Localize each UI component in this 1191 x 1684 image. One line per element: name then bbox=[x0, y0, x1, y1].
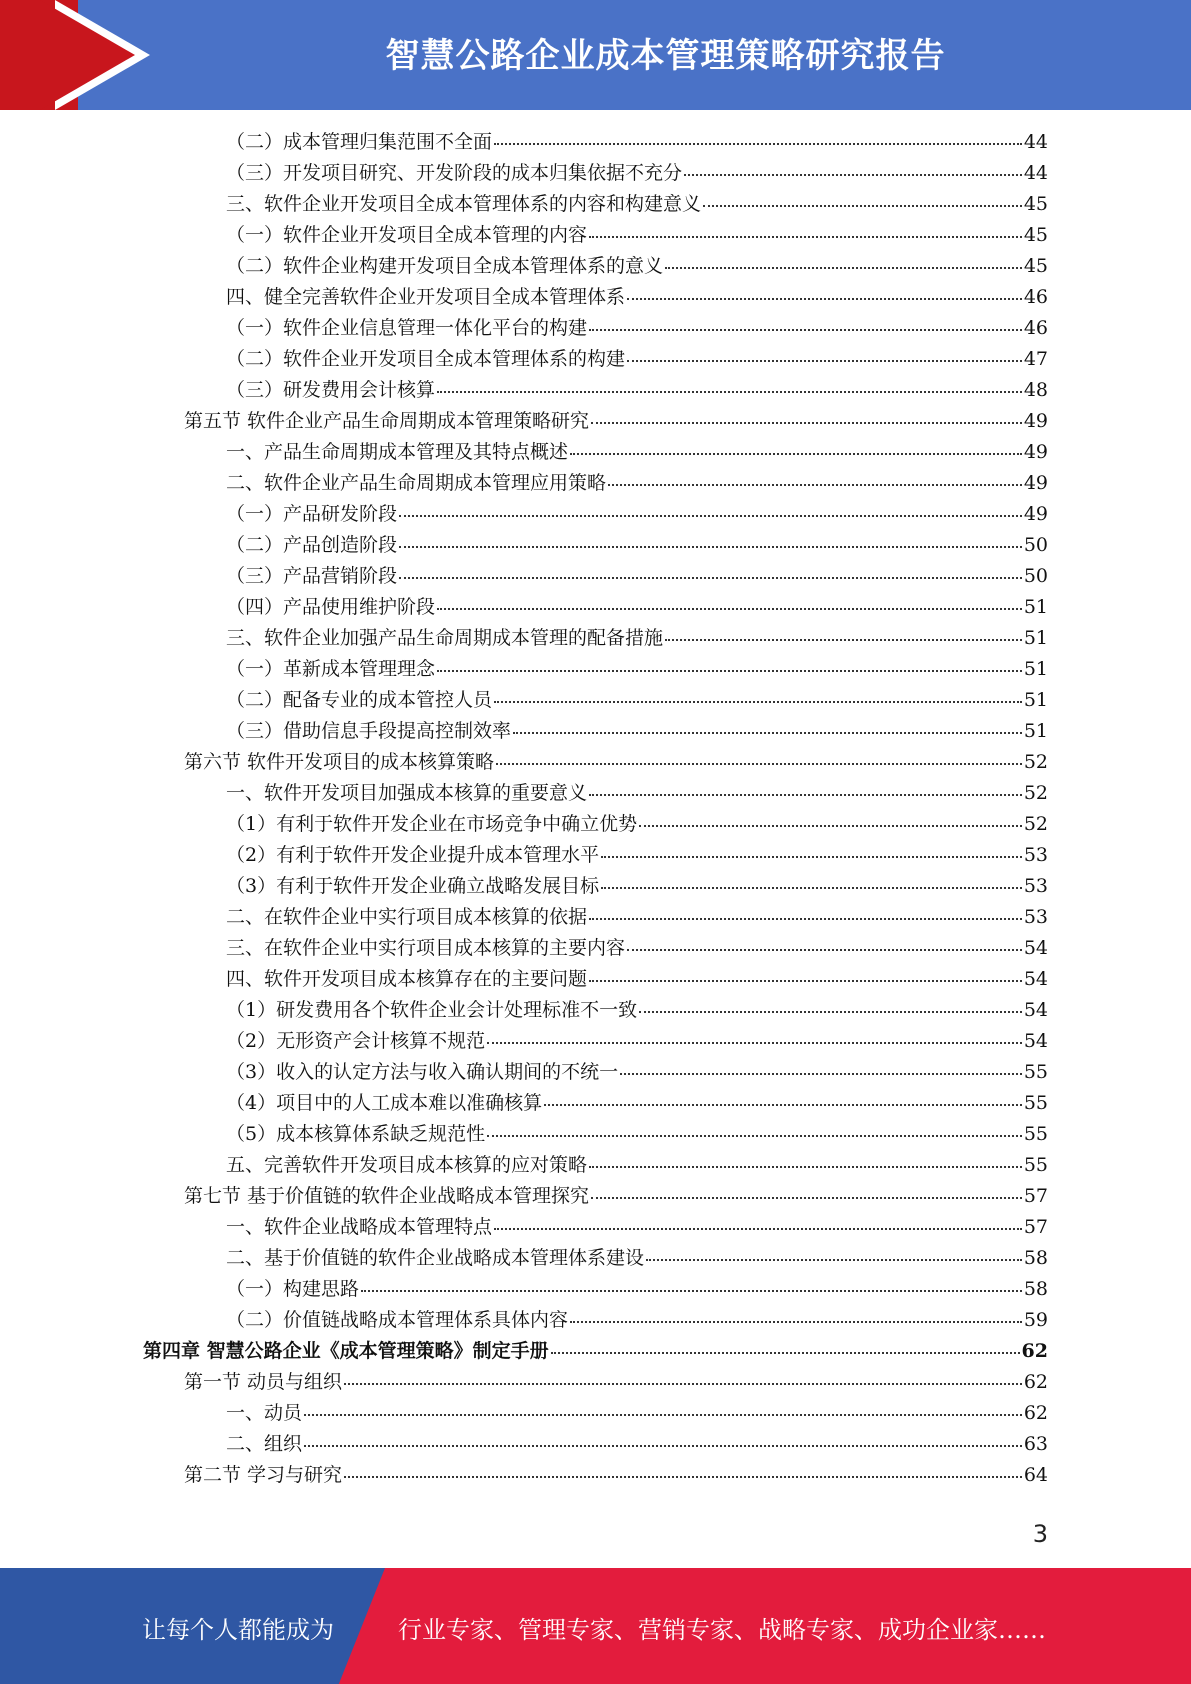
toc-entry[interactable] bbox=[226, 282, 1048, 313]
toc-entry[interactable] bbox=[226, 1088, 1048, 1119]
toc-entry-page: 58 bbox=[1023, 1278, 1048, 1300]
toc-dot-leader bbox=[703, 205, 1022, 207]
toc-entry-page: 62 bbox=[1023, 1371, 1048, 1393]
toc-dot-leader bbox=[620, 1073, 1022, 1075]
toc-dot-leader bbox=[665, 639, 1022, 641]
toc-entry-page: 62 bbox=[1021, 1340, 1048, 1362]
toc-dot-leader bbox=[589, 236, 1022, 238]
toc-entry-page: 44 bbox=[1023, 162, 1048, 184]
toc-entry-label: 三、在软件企业中实行项目成本核算的主要内容 bbox=[226, 937, 626, 959]
toc-dot-leader bbox=[591, 1197, 1022, 1199]
toc-entry[interactable] bbox=[226, 840, 1048, 871]
toc-entry[interactable] bbox=[184, 747, 1048, 778]
toc-entry-page: 52 bbox=[1023, 751, 1048, 773]
toc-entry-label: （一）构建思路 bbox=[226, 1278, 360, 1300]
page-footer bbox=[0, 1568, 1191, 1684]
toc-entry-page: 46 bbox=[1023, 317, 1048, 339]
toc-entry[interactable] bbox=[226, 1119, 1048, 1150]
toc-dot-leader bbox=[639, 1011, 1022, 1013]
toc-entry[interactable] bbox=[226, 995, 1048, 1026]
toc-entry-label: 一、软件企业战略成本管理特点 bbox=[226, 1216, 493, 1238]
toc-entry[interactable] bbox=[226, 1243, 1048, 1274]
header-chevron-red bbox=[40, 0, 135, 110]
toc-entry-label: （2）有利于软件开发企业提升成本管理水平 bbox=[226, 844, 600, 866]
toc-dot-leader bbox=[399, 577, 1022, 579]
toc-entry-label: （3）有利于软件开发企业确立战略发展目标 bbox=[226, 875, 600, 897]
toc-dot-leader bbox=[399, 546, 1022, 548]
toc-entry-page: 54 bbox=[1023, 1030, 1048, 1052]
toc-entry-page: 48 bbox=[1023, 379, 1048, 401]
toc-entry-label: （一）软件企业信息管理一体化平台的构建 bbox=[226, 317, 588, 339]
toc-entry-label: 第四章 智慧公路企业《成本管理策略》制定手册 bbox=[143, 1340, 549, 1362]
toc-entry-page: 45 bbox=[1023, 193, 1048, 215]
toc-entry-page: 63 bbox=[1023, 1433, 1048, 1455]
toc-entry[interactable] bbox=[226, 344, 1048, 375]
toc-dot-leader bbox=[589, 918, 1022, 920]
toc-entry-page: 51 bbox=[1023, 720, 1048, 742]
toc-entry[interactable] bbox=[226, 1057, 1048, 1088]
toc-entry-label: （三）借助信息手段提高控制效率 bbox=[226, 720, 512, 742]
toc-entry-page: 51 bbox=[1023, 627, 1048, 649]
toc-entry[interactable] bbox=[226, 654, 1048, 685]
toc-entry[interactable] bbox=[226, 313, 1048, 344]
toc-entry[interactable] bbox=[184, 1460, 1048, 1491]
toc-entry[interactable] bbox=[226, 468, 1048, 499]
toc-entry-page: 55 bbox=[1023, 1092, 1048, 1114]
toc-entry-label: 一、软件开发项目加强成本核算的重要意义 bbox=[226, 782, 588, 804]
toc-entry-label: 第七节 基于价值链的软件企业战略成本管理探究 bbox=[184, 1185, 590, 1207]
toc-dot-leader bbox=[494, 1228, 1022, 1230]
toc-dot-leader bbox=[437, 670, 1022, 672]
toc-entry-page: 57 bbox=[1023, 1216, 1048, 1238]
toc-dot-leader bbox=[589, 1166, 1022, 1168]
toc-dot-leader bbox=[627, 298, 1022, 300]
toc-entry[interactable] bbox=[226, 964, 1048, 995]
toc-dot-leader bbox=[570, 453, 1022, 455]
toc-entry[interactable] bbox=[184, 406, 1048, 437]
toc-entry-label: （3）收入的认定方法与收入确认期间的不统一 bbox=[226, 1061, 619, 1083]
toc-entry[interactable] bbox=[226, 902, 1048, 933]
toc-entry[interactable] bbox=[226, 127, 1048, 158]
toc-entry-label: 四、健全完善软件企业开发项目全成本管理体系 bbox=[226, 286, 626, 308]
toc-entry-label: （二）软件企业构建开发项目全成本管理体系的意义 bbox=[226, 255, 664, 277]
toc-entry[interactable] bbox=[226, 158, 1048, 189]
toc-entry-page: 55 bbox=[1023, 1154, 1048, 1176]
toc-dot-leader bbox=[494, 143, 1022, 145]
toc-entry-page: 51 bbox=[1023, 596, 1048, 618]
toc-entry-page: 62 bbox=[1023, 1402, 1048, 1424]
toc-dot-leader bbox=[570, 1321, 1022, 1323]
toc-entry-page: 54 bbox=[1023, 999, 1048, 1021]
toc-entry[interactable] bbox=[143, 1336, 1048, 1367]
toc-dot-leader bbox=[665, 267, 1022, 269]
toc-dot-leader bbox=[589, 980, 1022, 982]
toc-entry-label: 二、基于价值链的软件企业战略成本管理体系建设 bbox=[226, 1247, 645, 1269]
toc-entry[interactable] bbox=[226, 778, 1048, 809]
toc-entry[interactable] bbox=[226, 437, 1048, 468]
toc-entry-page: 44 bbox=[1023, 131, 1048, 153]
toc-entry-page: 57 bbox=[1023, 1185, 1048, 1207]
toc-entry-label: 第五节 软件企业产品生命周期成本管理策略研究 bbox=[184, 410, 590, 432]
toc-entry-label: （三）研发费用会计核算 bbox=[226, 379, 436, 401]
toc-entry[interactable] bbox=[226, 592, 1048, 623]
toc-entry[interactable] bbox=[226, 189, 1048, 220]
toc-entry-page: 49 bbox=[1023, 472, 1048, 494]
toc-entry-page: 53 bbox=[1023, 906, 1048, 928]
toc-entry[interactable] bbox=[226, 1026, 1048, 1057]
toc-entry-page: 59 bbox=[1023, 1309, 1048, 1331]
toc-entry-page: 54 bbox=[1023, 937, 1048, 959]
toc-dot-leader bbox=[589, 329, 1022, 331]
toc-entry-label: （三）产品营销阶段 bbox=[226, 565, 398, 587]
toc-entry-label: （二）成本管理归集范围不全面 bbox=[226, 131, 493, 153]
toc-dot-leader bbox=[608, 484, 1022, 486]
toc-entry[interactable] bbox=[226, 809, 1048, 840]
toc-entry[interactable] bbox=[184, 1181, 1048, 1212]
toc-entry[interactable] bbox=[226, 220, 1048, 251]
toc-entry[interactable] bbox=[226, 1305, 1048, 1336]
toc-entry-page: 55 bbox=[1023, 1061, 1048, 1083]
toc-entry-label: 四、软件开发项目成本核算存在的主要问题 bbox=[226, 968, 588, 990]
toc-entry-page: 58 bbox=[1023, 1247, 1048, 1269]
toc-entry-label: 二、软件企业产品生命周期成本管理应用策略 bbox=[226, 472, 607, 494]
toc-dot-leader bbox=[494, 701, 1022, 703]
toc-dot-leader bbox=[487, 1135, 1022, 1137]
toc-entry-label: （二）软件企业开发项目全成本管理体系的构建 bbox=[226, 348, 626, 370]
toc-entry-label: 二、在软件企业中实行项目成本核算的依据 bbox=[226, 906, 588, 928]
toc-entry-label: （四）产品使用维护阶段 bbox=[226, 596, 436, 618]
toc-entry[interactable] bbox=[226, 716, 1048, 747]
toc-entry-label: （2）无形资产会计核算不规范 bbox=[226, 1030, 486, 1052]
toc-entry[interactable] bbox=[226, 1398, 1048, 1429]
page-header bbox=[0, 0, 1191, 110]
toc-dot-leader bbox=[399, 515, 1022, 517]
toc-entry[interactable] bbox=[226, 1150, 1048, 1181]
toc-dot-leader bbox=[304, 1445, 1022, 1447]
toc-entry-label: （4）项目中的人工成本难以准确核算 bbox=[226, 1092, 543, 1114]
toc-dot-leader bbox=[304, 1414, 1022, 1416]
toc-entry-label: （一）软件企业开发项目全成本管理的内容 bbox=[226, 224, 588, 246]
toc-dot-leader bbox=[591, 422, 1022, 424]
toc-entry-label: 一、产品生命周期成本管理及其特点概述 bbox=[226, 441, 569, 463]
toc-entry-page: 54 bbox=[1023, 968, 1048, 990]
toc-entry[interactable] bbox=[226, 1429, 1048, 1460]
toc-entry-label: （二）价值链战略成本管理体系具体内容 bbox=[226, 1309, 569, 1331]
toc-entry[interactable] bbox=[226, 685, 1048, 716]
toc-dot-leader bbox=[639, 825, 1022, 827]
toc-entry-label: （1）研发费用各个软件企业会计处理标准不一致 bbox=[226, 999, 638, 1021]
toc-entry-label: 第一节 动员与组织 bbox=[184, 1371, 343, 1393]
toc-entry-label: （1）有利于软件开发企业在市场竞争中确立优势 bbox=[226, 813, 638, 835]
toc-dot-leader bbox=[496, 763, 1022, 765]
toc-dot-leader bbox=[513, 732, 1022, 734]
toc-entry-page: 47 bbox=[1023, 348, 1048, 370]
toc-entry-page: 51 bbox=[1023, 689, 1048, 711]
toc-dot-leader bbox=[684, 174, 1022, 176]
toc-dot-leader bbox=[601, 856, 1022, 858]
toc-dot-leader bbox=[627, 360, 1022, 362]
toc-entry-label: 一、动员 bbox=[226, 1402, 303, 1424]
toc-dot-leader bbox=[344, 1476, 1022, 1478]
toc-entry-page: 49 bbox=[1023, 441, 1048, 463]
toc-dot-leader bbox=[544, 1104, 1022, 1106]
footer-slogan-right: 行业专家、管理专家、营销专家、战略专家、成功企业家…… bbox=[398, 1616, 1046, 1644]
toc-dot-leader bbox=[551, 1352, 1020, 1354]
toc-entry-page: 45 bbox=[1023, 255, 1048, 277]
toc-entry[interactable] bbox=[226, 561, 1048, 592]
toc-entry-page: 55 bbox=[1023, 1123, 1048, 1145]
toc-entry[interactable] bbox=[226, 530, 1048, 561]
toc-entry-label: 三、软件企业开发项目全成本管理体系的内容和构建意义 bbox=[226, 193, 702, 215]
toc-entry[interactable] bbox=[226, 375, 1048, 406]
toc-entry-label: （二）产品创造阶段 bbox=[226, 534, 398, 556]
toc-entry-page: 52 bbox=[1023, 813, 1048, 835]
toc-entry-label: （三）开发项目研究、开发阶段的成本归集依据不充分 bbox=[226, 162, 683, 184]
toc-entry[interactable] bbox=[226, 871, 1048, 902]
toc-entry-page: 52 bbox=[1023, 782, 1048, 804]
toc-entry[interactable] bbox=[226, 1212, 1048, 1243]
toc-entry[interactable] bbox=[226, 1274, 1048, 1305]
toc-entry-page: 46 bbox=[1023, 286, 1048, 308]
toc-entry-page: 49 bbox=[1023, 410, 1048, 432]
toc-entry-label: 第六节 软件开发项目的成本核算策略 bbox=[184, 751, 495, 773]
toc-entry[interactable] bbox=[226, 623, 1048, 654]
footer-slogan-left: 让每个人都能成为 bbox=[142, 1616, 334, 1644]
toc-entry-page: 45 bbox=[1023, 224, 1048, 246]
toc-dot-leader bbox=[487, 1042, 1022, 1044]
toc-entry[interactable] bbox=[226, 251, 1048, 282]
toc-entry-label: （二）配备专业的成本管控人员 bbox=[226, 689, 493, 711]
toc-entry[interactable] bbox=[226, 499, 1048, 530]
toc-entry-page: 64 bbox=[1023, 1464, 1048, 1486]
toc-entry-page: 53 bbox=[1023, 875, 1048, 897]
toc-entry[interactable] bbox=[226, 933, 1048, 964]
toc-entry-page: 49 bbox=[1023, 503, 1048, 525]
toc-entry-label: （5）成本核算体系缺乏规范性 bbox=[226, 1123, 486, 1145]
toc-dot-leader bbox=[601, 887, 1022, 889]
page-number: 3 bbox=[1032, 1520, 1048, 1548]
toc-entry-label: 五、完善软件开发项目成本核算的应对策略 bbox=[226, 1154, 588, 1176]
toc-entry[interactable] bbox=[184, 1367, 1048, 1398]
toc-entry-label: 第二节 学习与研究 bbox=[184, 1464, 343, 1486]
toc-entry-page: 50 bbox=[1023, 534, 1048, 556]
toc-dot-leader bbox=[437, 391, 1022, 393]
toc-entry-label: （一）产品研发阶段 bbox=[226, 503, 398, 525]
toc-entry-page: 51 bbox=[1023, 658, 1048, 680]
toc-entry-label: （一）革新成本管理理念 bbox=[226, 658, 436, 680]
toc-entry-label: 三、软件企业加强产品生命周期成本管理的配备措施 bbox=[226, 627, 664, 649]
toc-dot-leader bbox=[361, 1290, 1022, 1292]
toc-entry-label: 二、组织 bbox=[226, 1433, 303, 1455]
toc-dot-leader bbox=[646, 1259, 1022, 1261]
toc-dot-leader bbox=[589, 794, 1022, 796]
toc-entry-page: 50 bbox=[1023, 565, 1048, 587]
report-title: 智慧公路企业成本管理策略研究报告 bbox=[385, 36, 946, 76]
toc-dot-leader bbox=[344, 1383, 1022, 1385]
toc-dot-leader bbox=[437, 608, 1022, 610]
toc-dot-leader bbox=[627, 949, 1022, 951]
toc-entry-page: 53 bbox=[1023, 844, 1048, 866]
